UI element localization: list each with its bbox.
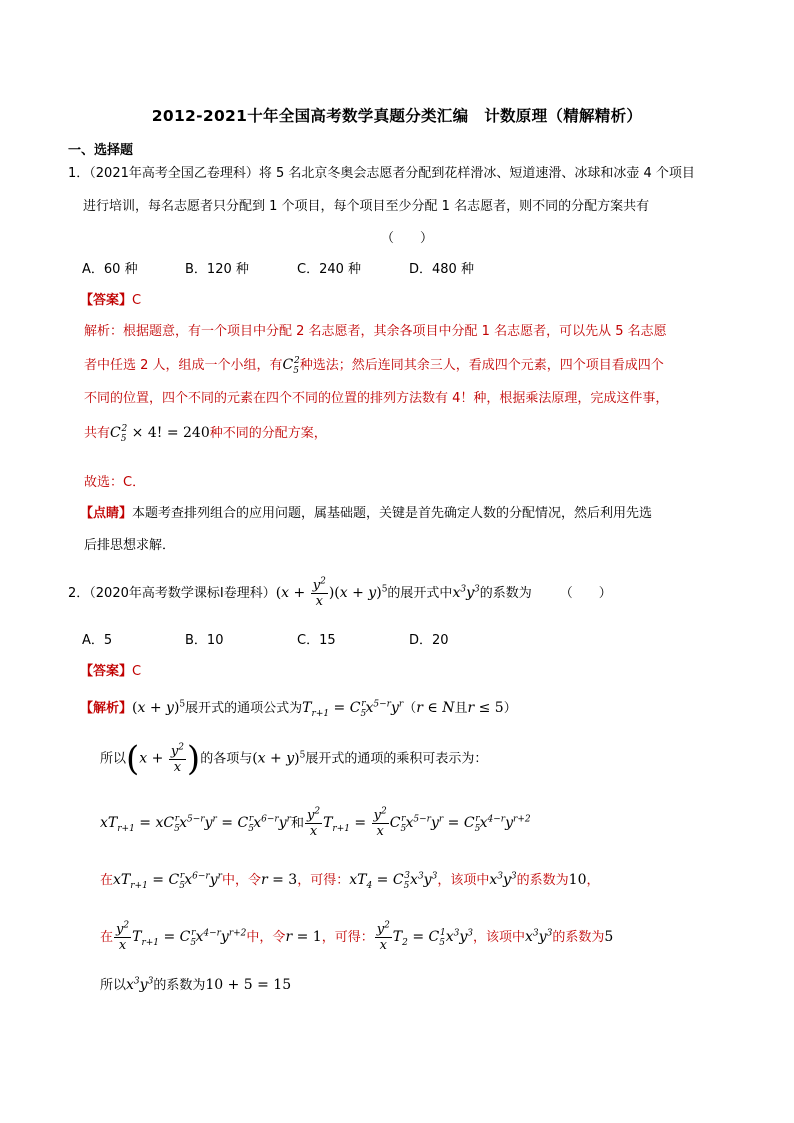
q1-count-formula: $C_5^2 \times 4$! = 240 xyxy=(110,424,210,444)
q2-analysis-line1: 【解析】$(x + y)^5$展开式的通项公式为$T_{r+1} = C_5^rx^{5-r}y^r(r$ ∈ N且r ≤ 5） xyxy=(80,699,517,719)
q1-solution-line4: 共有$C_5^2 \times 4$! = 240种不同的分配方案， xyxy=(84,424,327,444)
q2-option-b: B．10 xyxy=(185,633,224,648)
q1-stem-line1: 1．（2021年高考全国乙卷理科）将 5 名北京冬奥会志愿者分配到花样滑冰、短道速滑、冰球和冰壶 4 个项目 xyxy=(68,166,695,181)
q2-answer-label: 【答案】 xyxy=(80,664,133,679)
q1-option-c: C．240 种 xyxy=(297,262,362,277)
q2-stem: 2．（2020年高考数学课标Ⅰ卷理科）(x + $\frac{y^2}{x}$ )$(x + y)^5$的展开式中$x^3y^3$的系数为 （ ） xyxy=(68,576,612,609)
q2-analysis-label: 【解析】 xyxy=(80,701,133,716)
q1-solution-line5: 故选：C． xyxy=(84,475,146,490)
page-title: 2012-2021十年全国高考数学真题分类汇编 计数原理（精解精析） xyxy=(151,107,643,125)
q1-stem-line2: 进行培训，每名志愿者只分配到 1 个项目，每个项目至少分配 1 名志愿者，则不同的分配方案共有 xyxy=(83,199,650,214)
q1-note-line1: 【点睛】本题考查排列组合的应用问题，属基础题，关键是首先确定人数的分配情况，然后利用先选 xyxy=(80,506,653,521)
q1-answer-value: C xyxy=(132,293,142,308)
q1-solution-line3: 不同的位置，四个不同的元素在四个不同的位置的排列方法数有 4！种，根据乘法原理，完成这件事， xyxy=(84,391,669,406)
q2-analysis-line2: 所以(x + $\frac{y^2}{x}$ )的各项与$(x + y)^5$展开式的通项的乘积可表示为： xyxy=(100,739,488,779)
q1-solution-line2: 者中任选 2 人，组成一个小组，有$C_5^2$种选法；然后连同其余三人，看成四个元素，四个项目看成四个 xyxy=(84,356,664,376)
q2-answer xyxy=(80,663,141,681)
q2-option-a: A．5 xyxy=(82,633,113,648)
q1-solution-line1: 解析：根据题意，有一个项目中分配 2 名志愿者，其余各项目中分配 1 名志愿者，可以先从 5 名志愿 xyxy=(84,324,667,339)
q2-analysis-line5: 在 $\frac{y^2}{x}$ $T_{r+1} = C_5^rx^{4-r}y^{r+2}$中，令r = 1，可得： $\frac{y^2}{x}$ $T_2 = C_5^1x^3y^3$，该项中$x^3y^3$的系数为5 xyxy=(100,920,614,953)
q2-analysis-line4: 在$xT_{r+1} = C_5^rx^{6-r}y^r$中，令r = 3，可得：$xT_4 = C_5^3x^3y^3$，该项中$x^3y^3$的系数为10， xyxy=(100,871,600,891)
q1-note-line2: 后排思想求解． xyxy=(84,538,176,553)
q2-options xyxy=(82,632,449,650)
q1-blank: （ ） xyxy=(381,231,434,246)
q1-combination: $C_5^2$ xyxy=(282,356,300,376)
q1-option-a: A．60 种 xyxy=(82,262,138,277)
q1-options xyxy=(82,261,474,279)
q1-option-b: B．120 种 xyxy=(185,262,249,277)
q2-option-c: C．15 xyxy=(297,633,336,648)
q1-option-d: D．480 种 xyxy=(409,262,474,277)
q1-note-label: 【点睛】 xyxy=(80,506,133,521)
q2-analysis-line3: $xT_{r+1} = xC_5^rx^{5-r}y^r = C_5^rx^{6-r}y^r$和 $\frac{y^2}{x}$ $T_{r+1}$ = $\frac{y^2}{x}$ $C_5^rx^{5-r}y^r = C_5^rx^{4-r}y^{r+2}$ xyxy=(100,806,531,839)
q2-answer-value: C xyxy=(132,664,142,679)
q1-answer-label: 【答案】 xyxy=(80,293,133,308)
q2-option-d: D．20 xyxy=(409,633,449,648)
q2-analysis-line6: 所以$x^3y^3$的系数为10 + 5 = 15 xyxy=(100,976,292,993)
q1-answer xyxy=(80,292,141,310)
q2-fraction: $\frac{y^2}{x}$ xyxy=(312,576,326,609)
section-heading: 一、选择题 xyxy=(68,143,134,158)
